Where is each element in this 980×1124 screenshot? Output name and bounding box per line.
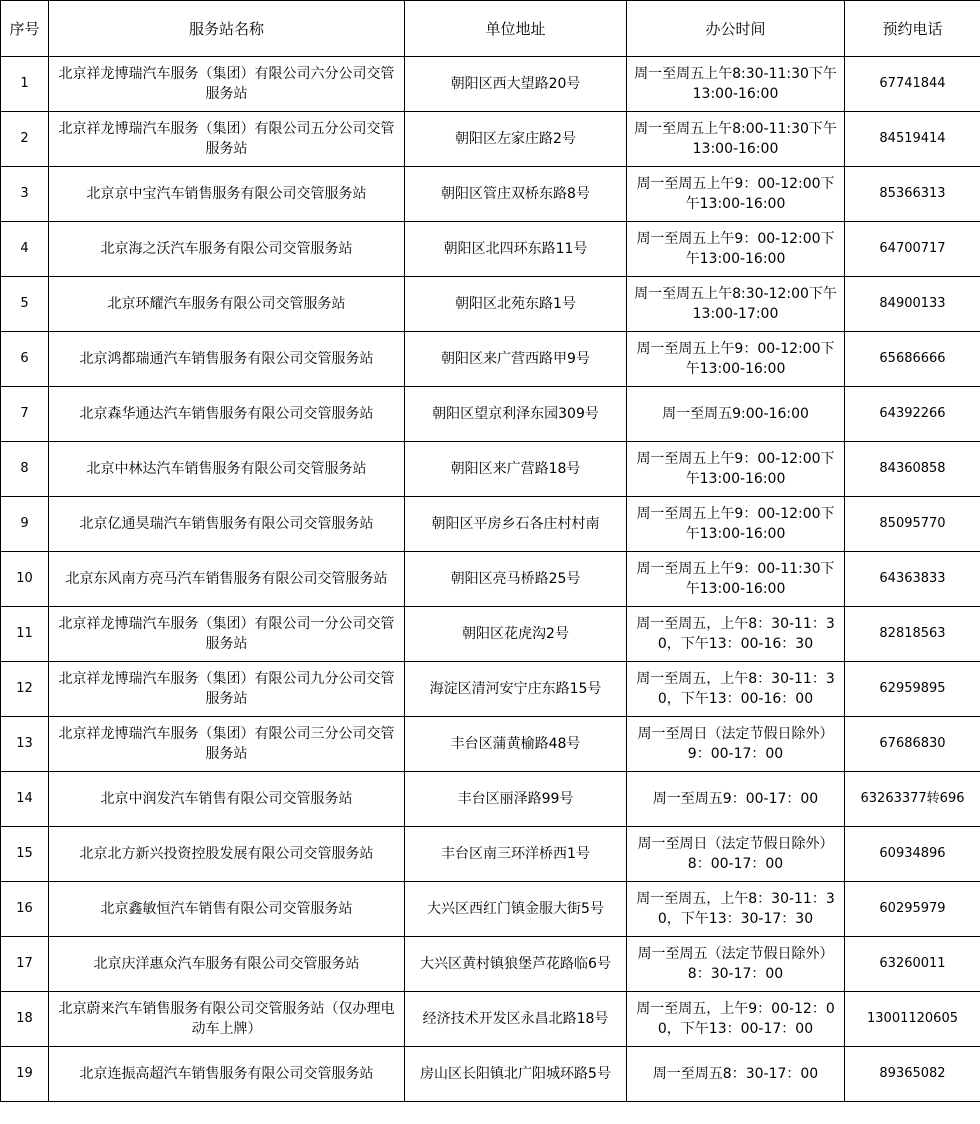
station-address: 朝阳区平房乡石各庄村村南 <box>405 497 627 552</box>
row-number: 9 <box>1 497 49 552</box>
station-address: 朝阳区来广营西路甲9号 <box>405 332 627 387</box>
phone-number: 60934896 <box>845 827 980 882</box>
phone-number: 67686830 <box>845 717 980 772</box>
table-row <box>1 882 980 937</box>
station-name: 北京海之沃汽车服务有限公司交管服务站 <box>49 222 405 277</box>
station-name: 北京鸿都瑞通汽车销售服务有限公司交管服务站 <box>49 332 405 387</box>
table-row <box>1 222 980 277</box>
office-hours: 周一至周五，上午8：30-11：30，下午13：00-16：30 <box>627 607 845 662</box>
header-address: 单位地址 <box>405 1 627 57</box>
table-row <box>1 112 980 167</box>
station-address: 朝阳区花虎沟2号 <box>405 607 627 662</box>
table-row <box>1 607 980 662</box>
office-hours: 周一至周五上午9：00-11:30下午13:00-16:00 <box>627 552 845 607</box>
table-row <box>1 772 980 827</box>
office-hours: 周一至周五，上午8：30-11：30，下午13：00-16：00 <box>627 662 845 717</box>
station-address: 丰台区丽泽路99号 <box>405 772 627 827</box>
station-name: 北京森华通达汽车销售服务有限公司交管服务站 <box>49 387 405 442</box>
phone-number: 67741844 <box>845 57 980 112</box>
office-hours: 周一至周五，上午9：00-12：00，下午13：00-17：00 <box>627 992 845 1047</box>
office-hours: 周一至周五9：00-17：00 <box>627 772 845 827</box>
phone-number: 60295979 <box>845 882 980 937</box>
row-number: 4 <box>1 222 49 277</box>
office-hours: 周一至周五9:00-16:00 <box>627 387 845 442</box>
table-row <box>1 662 980 717</box>
station-address: 朝阳区北苑东路1号 <box>405 277 627 332</box>
row-number: 14 <box>1 772 49 827</box>
row-number: 18 <box>1 992 49 1047</box>
station-name: 北京祥龙博瑞汽车服务（集团）有限公司三分公司交管服务站 <box>49 717 405 772</box>
row-number: 10 <box>1 552 49 607</box>
row-number: 1 <box>1 57 49 112</box>
office-hours: 周一至周五上午8:30-11:30下午13:00-16:00 <box>627 57 845 112</box>
station-address: 丰台区蒲黄榆路48号 <box>405 717 627 772</box>
header-phone: 预约电话 <box>845 1 980 57</box>
phone-number: 62959895 <box>845 662 980 717</box>
table-row <box>1 552 980 607</box>
station-address: 朝阳区西大望路20号 <box>405 57 627 112</box>
station-address: 朝阳区来广营路18号 <box>405 442 627 497</box>
station-name: 北京庆洋惠众汽车服务有限公司交管服务站 <box>49 937 405 992</box>
station-name: 北京祥龙博瑞汽车服务（集团）有限公司五分公司交管服务站 <box>49 112 405 167</box>
table-row <box>1 937 980 992</box>
row-number: 6 <box>1 332 49 387</box>
row-number: 13 <box>1 717 49 772</box>
table-row <box>1 57 980 112</box>
row-number: 15 <box>1 827 49 882</box>
header-no: 序号 <box>1 1 49 57</box>
station-name: 北京环耀汽车服务有限公司交管服务站 <box>49 277 405 332</box>
station-name: 北京连振高超汽车销售服务有限公司交管服务站 <box>49 1047 405 1102</box>
station-address: 朝阳区北四环东路11号 <box>405 222 627 277</box>
phone-number: 89365082 <box>845 1047 980 1102</box>
phone-number: 85366313 <box>845 167 980 222</box>
row-number: 16 <box>1 882 49 937</box>
office-hours: 周一至周五上午9：00-12:00下午13:00-16:00 <box>627 222 845 277</box>
table-row <box>1 442 980 497</box>
phone-number: 84360858 <box>845 442 980 497</box>
office-hours: 周一至周五上午8:00-11:30下午13:00-16:00 <box>627 112 845 167</box>
office-hours: 周一至周五上午9：00-12:00下午13:00-16:00 <box>627 167 845 222</box>
row-number: 19 <box>1 1047 49 1102</box>
phone-number: 63260011 <box>845 937 980 992</box>
station-address: 朝阳区管庄双桥东路8号 <box>405 167 627 222</box>
office-hours: 周一至周五上午9：00-12:00下午13:00-16:00 <box>627 442 845 497</box>
table-row <box>1 167 980 222</box>
table-row <box>1 1047 980 1102</box>
station-address: 大兴区西红门镇金服大街5号 <box>405 882 627 937</box>
row-number: 3 <box>1 167 49 222</box>
phone-number: 64700717 <box>845 222 980 277</box>
phone-number: 64392266 <box>845 387 980 442</box>
row-number: 2 <box>1 112 49 167</box>
station-address: 房山区长阳镇北广阳城环路5号 <box>405 1047 627 1102</box>
phone-number: 64363833 <box>845 552 980 607</box>
table-row <box>1 387 980 442</box>
table-row <box>1 827 980 882</box>
table-row <box>1 277 980 332</box>
table-row <box>1 497 980 552</box>
table-row <box>1 992 980 1047</box>
station-name: 北京北方新兴投资控股发展有限公司交管服务站 <box>49 827 405 882</box>
header-hours: 办公时间 <box>627 1 845 57</box>
phone-number: 13001120605 <box>845 992 980 1047</box>
phone-number: 85095770 <box>845 497 980 552</box>
station-name: 北京祥龙博瑞汽车服务（集团）有限公司九分公司交管服务站 <box>49 662 405 717</box>
row-number: 5 <box>1 277 49 332</box>
station-name: 北京鑫敏恒汽车销售有限公司交管服务站 <box>49 882 405 937</box>
header-row <box>1 1 980 57</box>
phone-number: 84900133 <box>845 277 980 332</box>
phone-number: 65686666 <box>845 332 980 387</box>
phone-number: 84519414 <box>845 112 980 167</box>
office-hours: 周一至周日（法定节假日除外） 8：00-17：00 <box>627 827 845 882</box>
station-name: 北京祥龙博瑞汽车服务（集团）有限公司一分公司交管服务站 <box>49 607 405 662</box>
station-name: 北京中林达汽车销售服务有限公司交管服务站 <box>49 442 405 497</box>
station-name: 北京东风南方亮马汽车销售服务有限公司交管服务站 <box>49 552 405 607</box>
station-address: 朝阳区亮马桥路25号 <box>405 552 627 607</box>
table-row <box>1 332 980 387</box>
station-name: 北京亿通昊瑞汽车销售服务有限公司交管服务站 <box>49 497 405 552</box>
station-name: 北京京中宝汽车销售服务有限公司交管服务站 <box>49 167 405 222</box>
row-number: 12 <box>1 662 49 717</box>
row-number: 7 <box>1 387 49 442</box>
station-address: 朝阳区左家庄路2号 <box>405 112 627 167</box>
station-address: 经济技术开发区永昌北路18号 <box>405 992 627 1047</box>
station-name: 北京祥龙博瑞汽车服务（集团）有限公司六分公司交管服务站 <box>49 57 405 112</box>
office-hours: 周一至周五（法定节假日除外） 8：30-17：00 <box>627 937 845 992</box>
office-hours: 周一至周五8：30-17：00 <box>627 1047 845 1102</box>
station-name: 北京蔚来汽车销售服务有限公司交管服务站（仅办理电动车上牌） <box>49 992 405 1047</box>
office-hours: 周一至周五，上午8：30-11：30，下午13：30-17：30 <box>627 882 845 937</box>
phone-number: 82818563 <box>845 607 980 662</box>
station-name: 北京中润发汽车销售有限公司交管服务站 <box>49 772 405 827</box>
row-number: 11 <box>1 607 49 662</box>
station-address: 丰台区南三环洋桥西1号 <box>405 827 627 882</box>
station-address: 大兴区黄村镇狼堡芦花路临6号 <box>405 937 627 992</box>
office-hours: 周一至周日（法定节假日除外） 9：00-17：00 <box>627 717 845 772</box>
office-hours: 周一至周五上午9：00-12:00下午13:00-16:00 <box>627 332 845 387</box>
station-address: 海淀区清河安宁庄东路15号 <box>405 662 627 717</box>
phone-number: 63263377转696 <box>845 772 980 827</box>
header-name: 服务站名称 <box>49 1 405 57</box>
office-hours: 周一至周五上午8:30-12:00下午13:00-17:00 <box>627 277 845 332</box>
office-hours: 周一至周五上午9：00-12:00下午13:00-16:00 <box>627 497 845 552</box>
table-row <box>1 717 980 772</box>
row-number: 8 <box>1 442 49 497</box>
row-number: 17 <box>1 937 49 992</box>
station-address: 朝阳区望京利泽东园309号 <box>405 387 627 442</box>
